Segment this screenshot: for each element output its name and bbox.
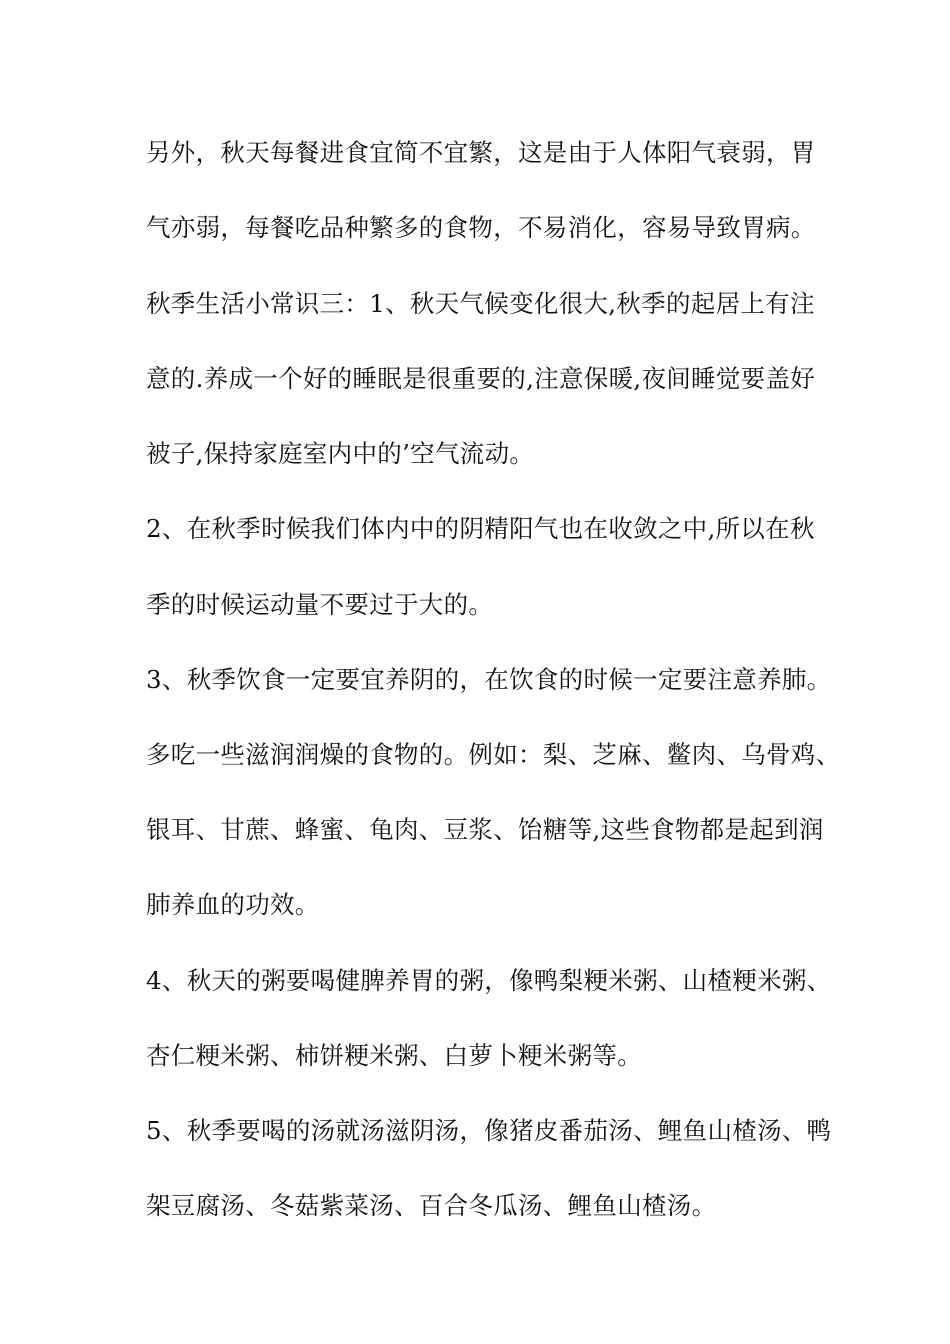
text-line-7: 季的时候运动量不要过于大的。 [146, 590, 494, 619]
text-line-8: 3、秋季饮食一定要宜养阴的，在饮食的时候一定要注意养肺。 [146, 665, 832, 694]
text-line-15: 架豆腐汤、冬菇紫菜汤、百合冬瓜汤、鲤鱼山楂汤。 [146, 1191, 717, 1220]
text-line-3: 秋季生活小常识三：1、秋天气候变化很大,秋季的起居上有注 [146, 289, 815, 318]
text-line-14: 5、秋季要喝的汤就汤滋阴汤，像猪皮番茄汤、鲤鱼山楂汤、鸭 [146, 1116, 832, 1145]
text-line-10: 银耳、甘蔗、蜂蜜、龟肉、豆浆、饴糖等,这些食物都是起到润 [146, 815, 824, 844]
text-line-1: 另外，秋天每餐进食宜简不宜繁，这是由于人体阳气衰弱，胃 [146, 138, 816, 167]
text-line-6: 2、在秋季时候我们体内中的阴精阳气也在收敛之中,所以在秋 [146, 514, 815, 543]
text-line-5: 被子,保持家庭室内中的’空气流动。 [146, 439, 535, 468]
text-line-13: 杏仁粳米粥、柿饼粳米粥、白萝卜粳米粥等。 [146, 1041, 642, 1070]
text-line-2: 气亦弱，每餐吃品种繁多的食物，不易消化，容易导致胃病。 [146, 213, 816, 242]
text-line-12: 4、秋天的粥要喝健脾养胃的粥，像鸭梨粳米粥、山楂粳米粥、 [146, 966, 832, 995]
text-line-9: 多吃一些滋润润燥的食物的。例如：梨、芝麻、鳖肉、乌骨鸡、 [146, 740, 841, 769]
text-line-4: 意的.养成一个好的睡眠是很重要的,注意保暖,夜间睡觉要盖好 [146, 364, 816, 393]
text-line-11: 肺养血的功效。 [146, 890, 320, 919]
